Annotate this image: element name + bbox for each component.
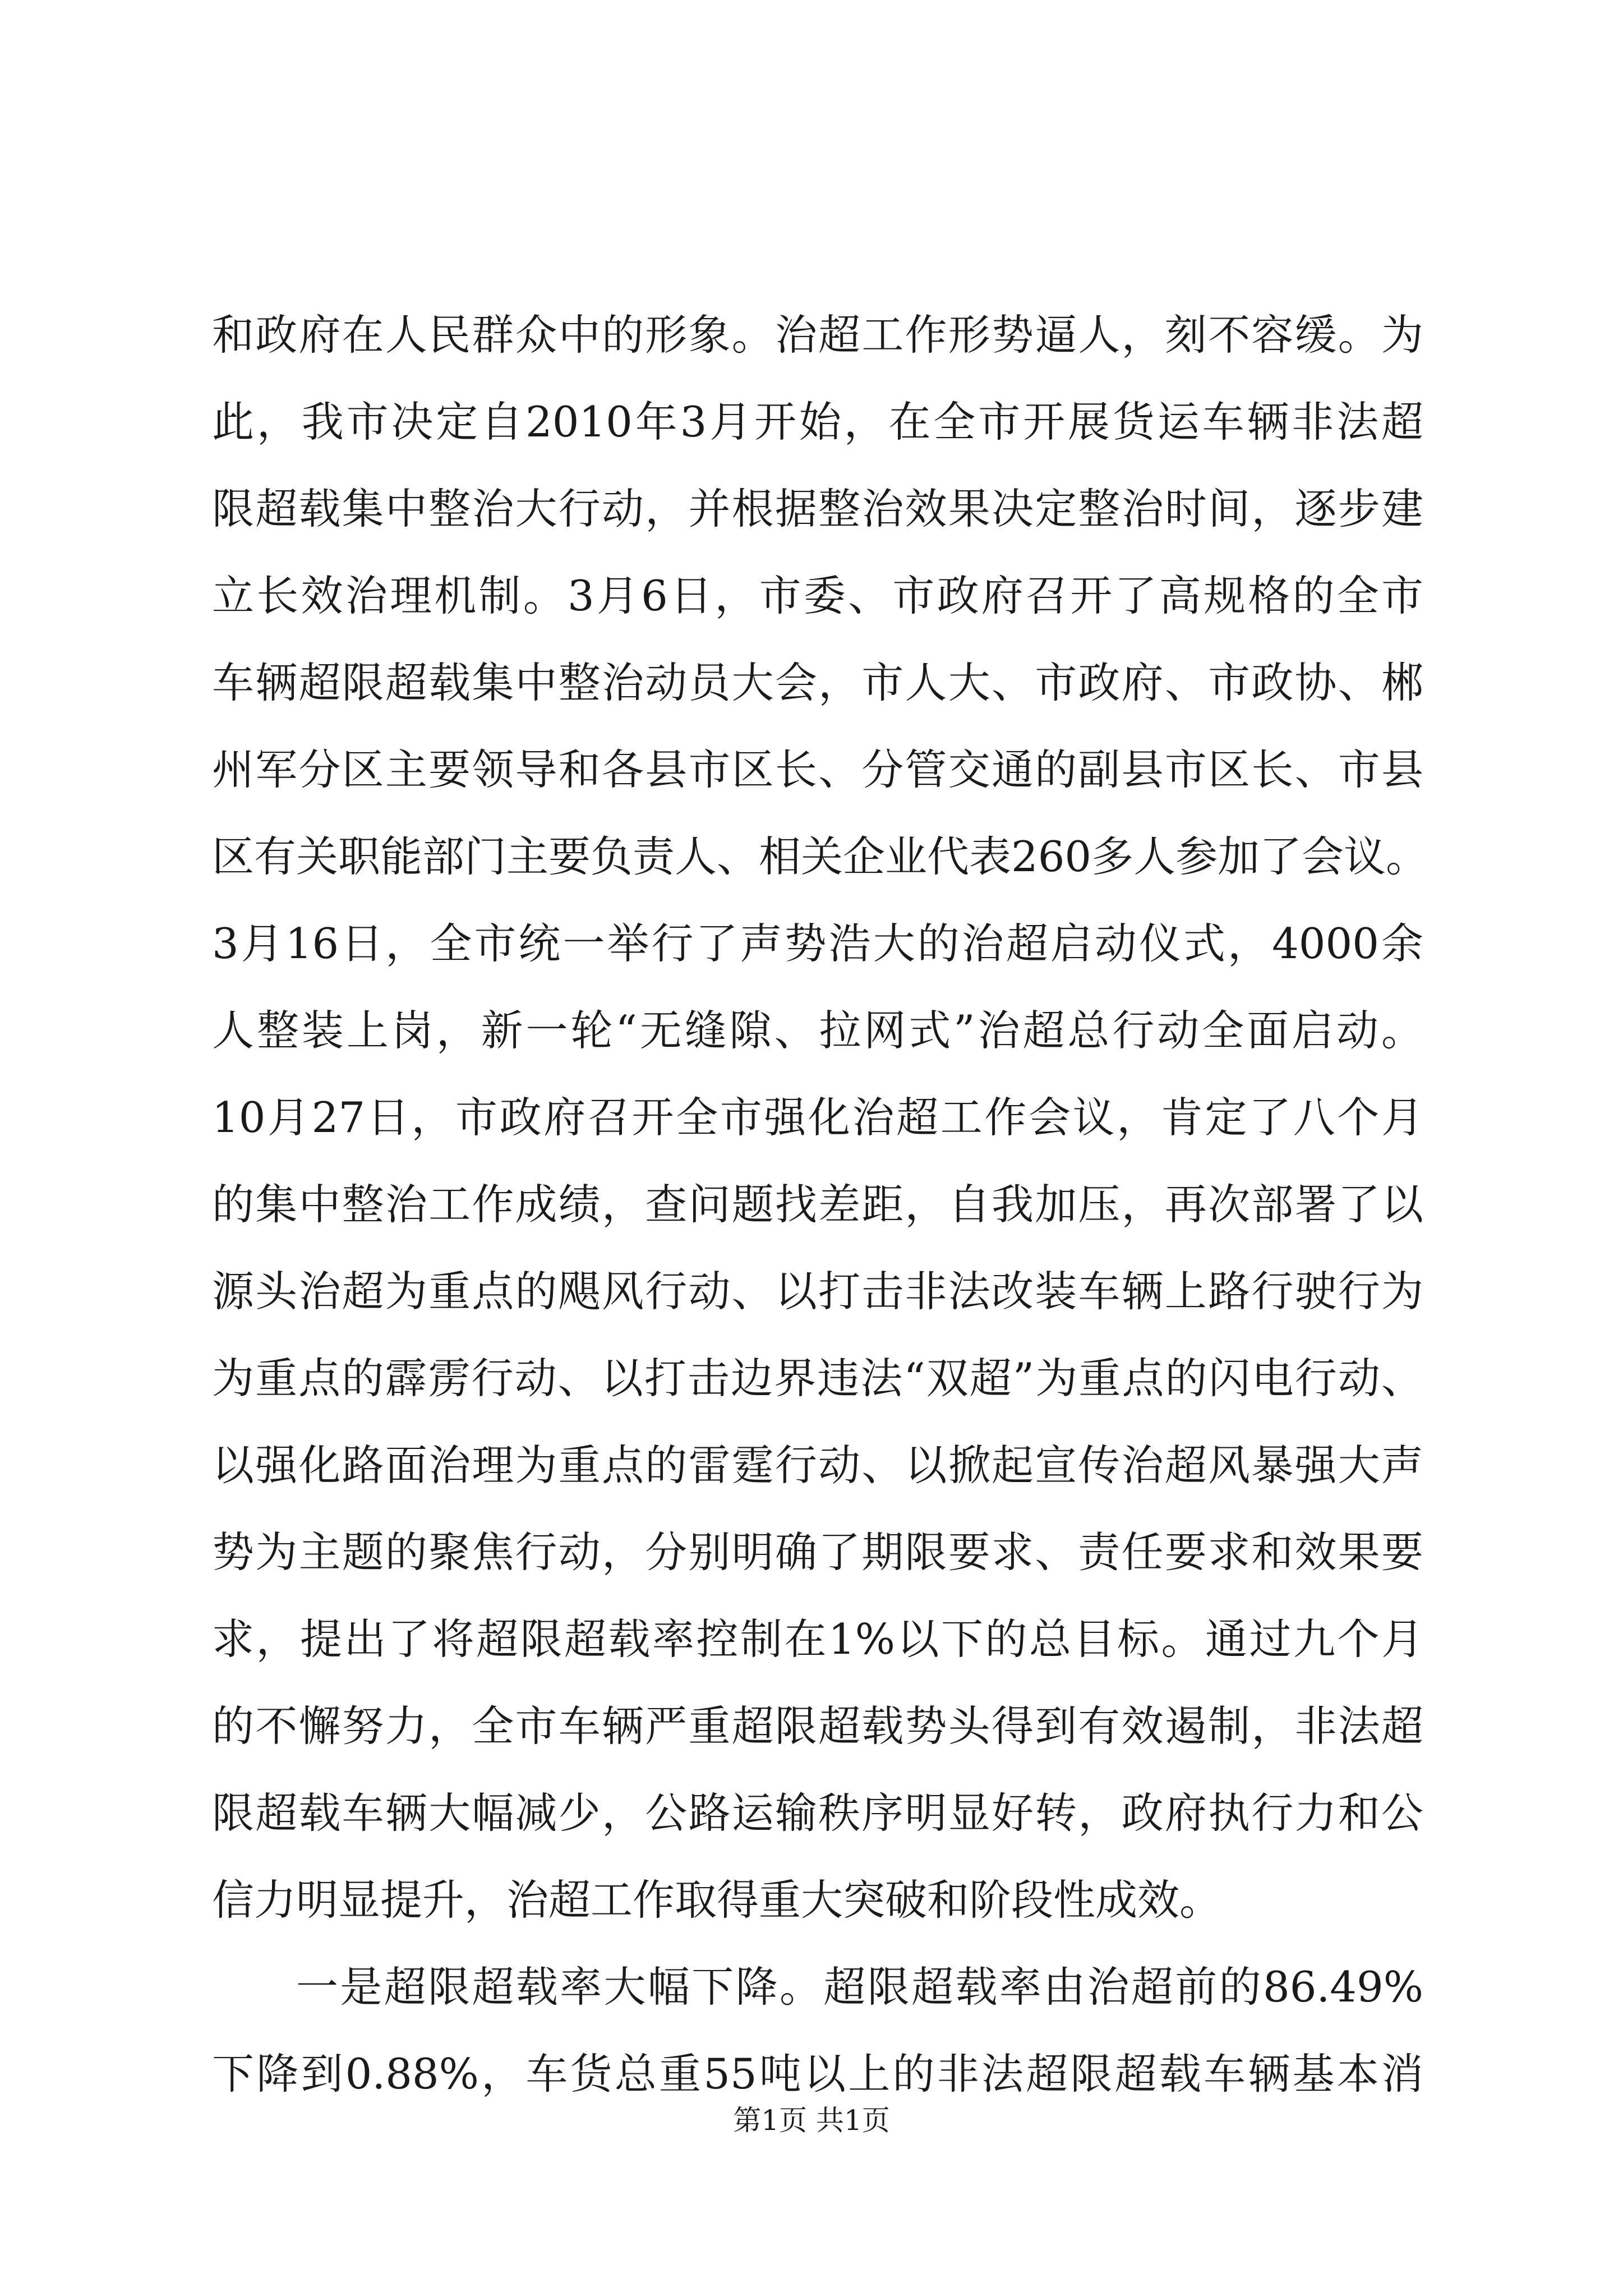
text-line: 人整装上岗，新一轮“无缝隙、拉网式”治超总行动全面启动。	[212, 1006, 1423, 1055]
text-line: 为重点的霹雳行动、以打击边界违法“双超”为重点的闪电行动、	[212, 1354, 1423, 1403]
text-line: 3月16日，全市统一举行了声势浩大的治超启动仪式，4000余	[212, 919, 1423, 968]
page-footer	[0, 2098, 1623, 2138]
text-line: 限超载车辆大幅减少，公路运输秩序明显好转，政府执行力和公	[212, 1788, 1423, 1838]
text-line: 区有关职能部门主要负责人、相关企业代表260多人参加了会议。	[212, 832, 1428, 881]
text-line: 州军分区主要领导和各县市区长、分管交通的副县市区长、市县	[212, 745, 1423, 794]
paragraph-2	[212, 1944, 1423, 2118]
text-line: 10月27日，市政府召开全市强化治超工作会议，肯定了八个月	[212, 1093, 1423, 1142]
text-line: 车辆超限超载集中整治动员大会，市人大、市政府、市政协、郴	[212, 658, 1423, 707]
text-line: 的集中整治工作成绩，查问题找差距，自我加压，再次部署了以	[212, 1180, 1423, 1229]
text-line: 立长效治理机制。3月6日，市委、市政府召开了高规格的全市	[212, 571, 1423, 620]
text-line: 一是超限超载率大幅下降。超限超载率由治超前的86.49%	[296, 1962, 1423, 2012]
body-text	[212, 292, 1428, 2118]
page-number-label: 第1页 共1页	[733, 2104, 890, 2137]
paragraph-1	[212, 292, 1428, 1944]
text-line: 以强化路面治理为重点的雷霆行动、以掀起宣传治超风暴强大声	[212, 1441, 1423, 1490]
text-line: 势为主题的聚焦行动，分别明确了期限要求、责任要求和效果要	[212, 1527, 1423, 1577]
text-line: 下降到0.88%，车货总重55吨以上的非法超限超载车辆基本消	[212, 2049, 1423, 2099]
text-line: 和政府在人民群众中的形象。治超工作形势逼人，刻不容缓。为	[212, 310, 1423, 360]
text-line: 限超载集中整治大行动，并根据整治效果决定整治时间，逐步建	[212, 484, 1423, 533]
text-line: 此，我市决定自2010年3月开始，在全市开展货运车辆非法超	[212, 397, 1423, 447]
text-line: 源头治超为重点的飓风行动、以打击非法改装车辆上路行驶行为	[212, 1267, 1423, 1316]
text-line: 求，提出了将超限超载率控制在1%以下的总目标。通过九个月	[212, 1614, 1423, 1664]
text-line: 的不懈努力，全市车辆严重超限超载势头得到有效遏制，非法超	[212, 1701, 1423, 1751]
text-line: 信力明显提升，治超工作取得重大突破和阶段性成效。	[212, 1875, 1222, 1925]
